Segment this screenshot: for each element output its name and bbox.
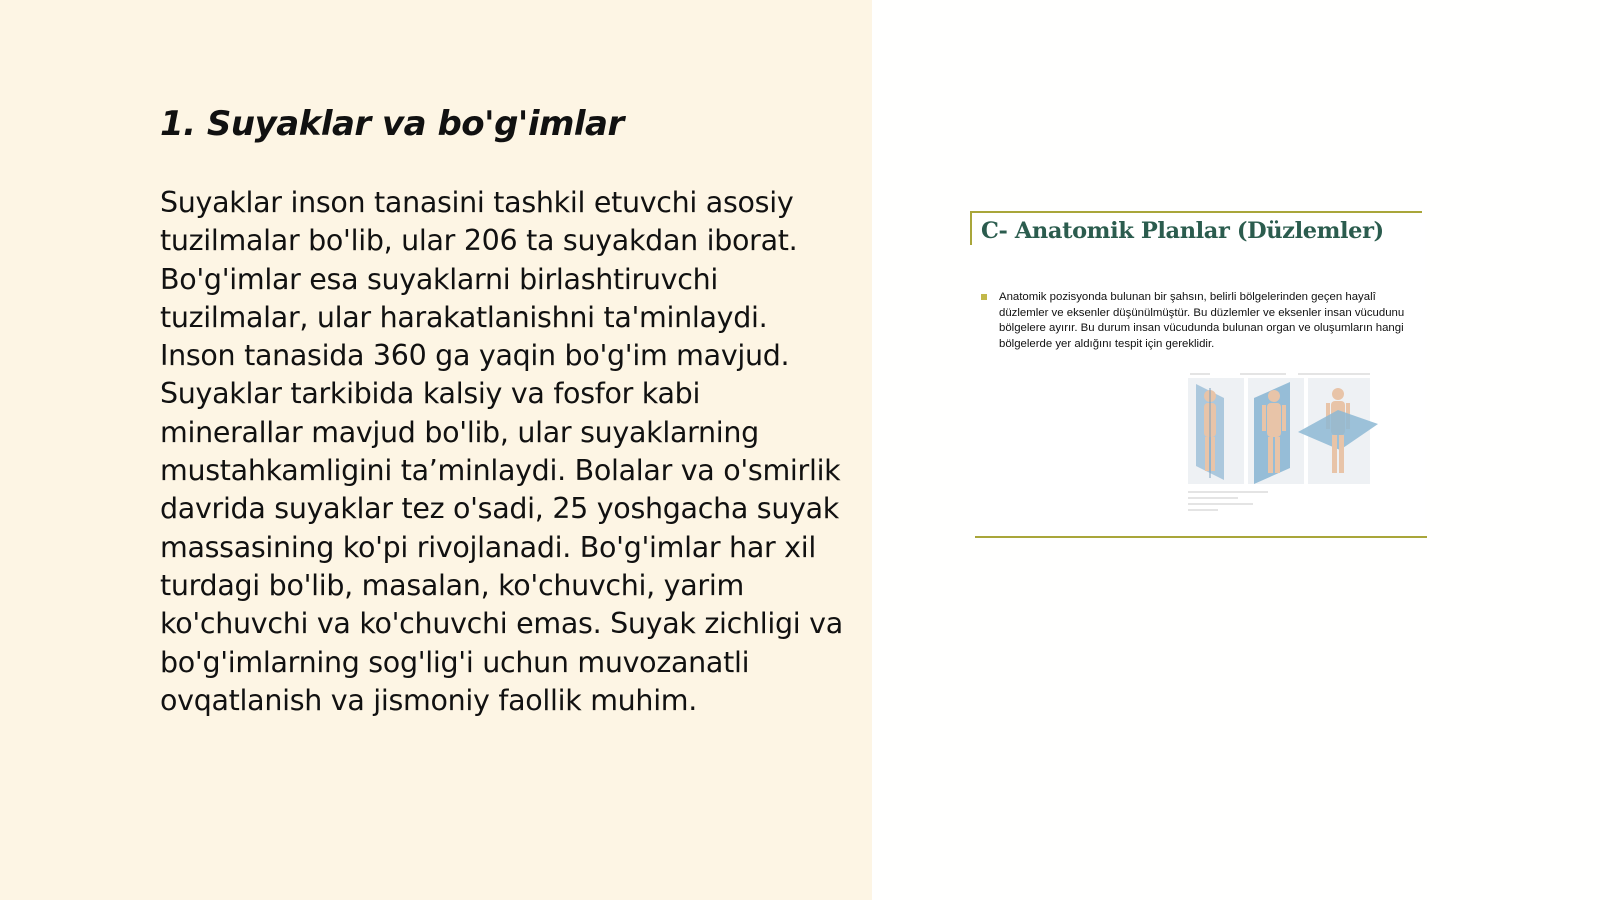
- slide-body-text: Suyaklar inson tanasini tashkil etuvchi asosiy tuzilmalar bo'lib, ular 206 ta suyakdan iborat. Bo'g'imlar esa suyaklarni birlashtiruvchi tuzilmalar, ular harakatlanishni ta'minlaydi. Inson tanasida 360 ga yaqin bo'g'im mavjud. Suyaklar tarkibida kalsiy va fosfor kabi minerallar mavjud bo'lib, ular suyaklarning mustahkamligini ta’minlaydi. Bolalar va o'smirlik davrida suyaklar tez o'sadi, 25 yoshgacha suyak massasining ko'pi rivojlanadi. Bo'g'imlar har xil turdagi bo'lib, masalan, ko'chuvchi, yarim ko'chuvchi va ko'chuvchi emas. Suyak zichligi va bo'g'imlarning sog'lig'i uchun muvozanatli ovqatlanish va jismoniy faollik muhim.: [160, 186, 843, 717]
- embedded-slide-image: [970, 210, 1425, 540]
- slide-title: 1. Suyaklar va bo'g'imlar: [160, 104, 624, 144]
- embedded-bottom-rule: [975, 536, 1427, 538]
- embedded-left-rule: [970, 211, 972, 245]
- embedded-top-rule: [970, 211, 1422, 213]
- embedded-slide-title: C- Anatomik Planlar (Düzlemler): [981, 218, 1384, 244]
- embedded-bullet-text: Anatomik pozisyonda bulunan bir şahsın, belirli bölgelerinden geçen hayalî düzlemler ve eksenler düşünülmüştür. Bu düzlemler ve eksenler insan vücudunu bölgelere ayırır. Bu durum insan vücudunda bulunan organ ve oluşumların hangi bölgelerde yer aldığını tespit için gereklidir.: [999, 291, 1405, 350]
- bullet-icon: [981, 294, 987, 300]
- anatomical-planes-icon: [1178, 368, 1378, 528]
